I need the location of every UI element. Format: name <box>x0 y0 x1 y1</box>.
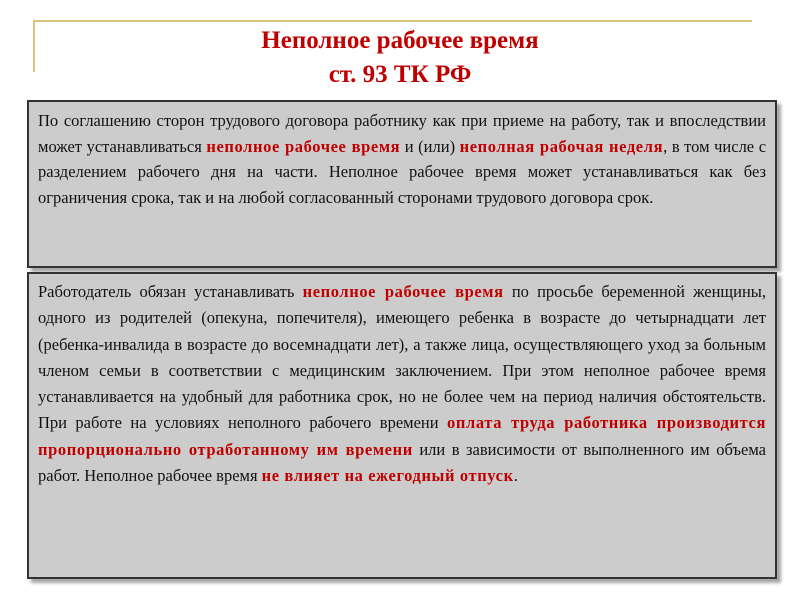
text-segment: , в том числе с разделением рабочего дня на части. Неполное рабочее время может устанавливаться как без ограничения срока, так и на любой согласованный сторонами трудового договора срок. <box>38 136 767 207</box>
text-segment: Работодатель обязан устанавливать <box>38 282 303 301</box>
text-segment: и (или) <box>400 136 460 156</box>
highlight-part-time-hours: неполное рабочее время <box>206 136 401 156</box>
text-segment: по просьбе беременной женщины, одного из родителей (опекуна, попечителя), имеющего ребенка в возрасте до четырнадцати лет (ребенка-инвалида в возрасте до восемнадцати лет), а также лица, осуществляющего уход за больным членом семьи в соответствии с медицинским заключением. При этом неполное рабочее время устанавливается на удобный для работника срок, но не более чем на период наличия обстоятельств. При работе на условиях неполного рабочего времени <box>38 282 766 433</box>
text-box-agreement <box>27 100 777 268</box>
paragraph-agreement <box>38 108 766 210</box>
text-box-employer-obligation <box>27 272 777 579</box>
decorative-top-line <box>33 20 752 22</box>
title-line-1: Неполное рабочее время <box>261 27 539 54</box>
decorative-left-line <box>33 20 35 72</box>
highlight-pay-proportional: оплата труда работника производится пропорционально отработанному им времени <box>38 413 767 459</box>
highlight-part-time-week: неполная рабочая неделя <box>459 136 664 156</box>
paragraph-employer-obligation <box>38 279 766 489</box>
highlight-no-effect-on-vacation: не влияет на ежегодный отпуск <box>261 466 514 486</box>
slide-title <box>40 24 760 92</box>
highlight-part-time-hours: неполное рабочее время <box>302 282 504 301</box>
text-segment: или в зависимости от выполненного им объема работ. Неполное рабочее время <box>38 439 766 486</box>
title-line-2: ст. 93 ТК РФ <box>328 61 472 88</box>
text-segment: По соглашению сторон трудового договора работнику как при приеме на работу, так и впоследствии может устанавливаться <box>38 111 766 156</box>
text-segment: . <box>513 466 518 486</box>
